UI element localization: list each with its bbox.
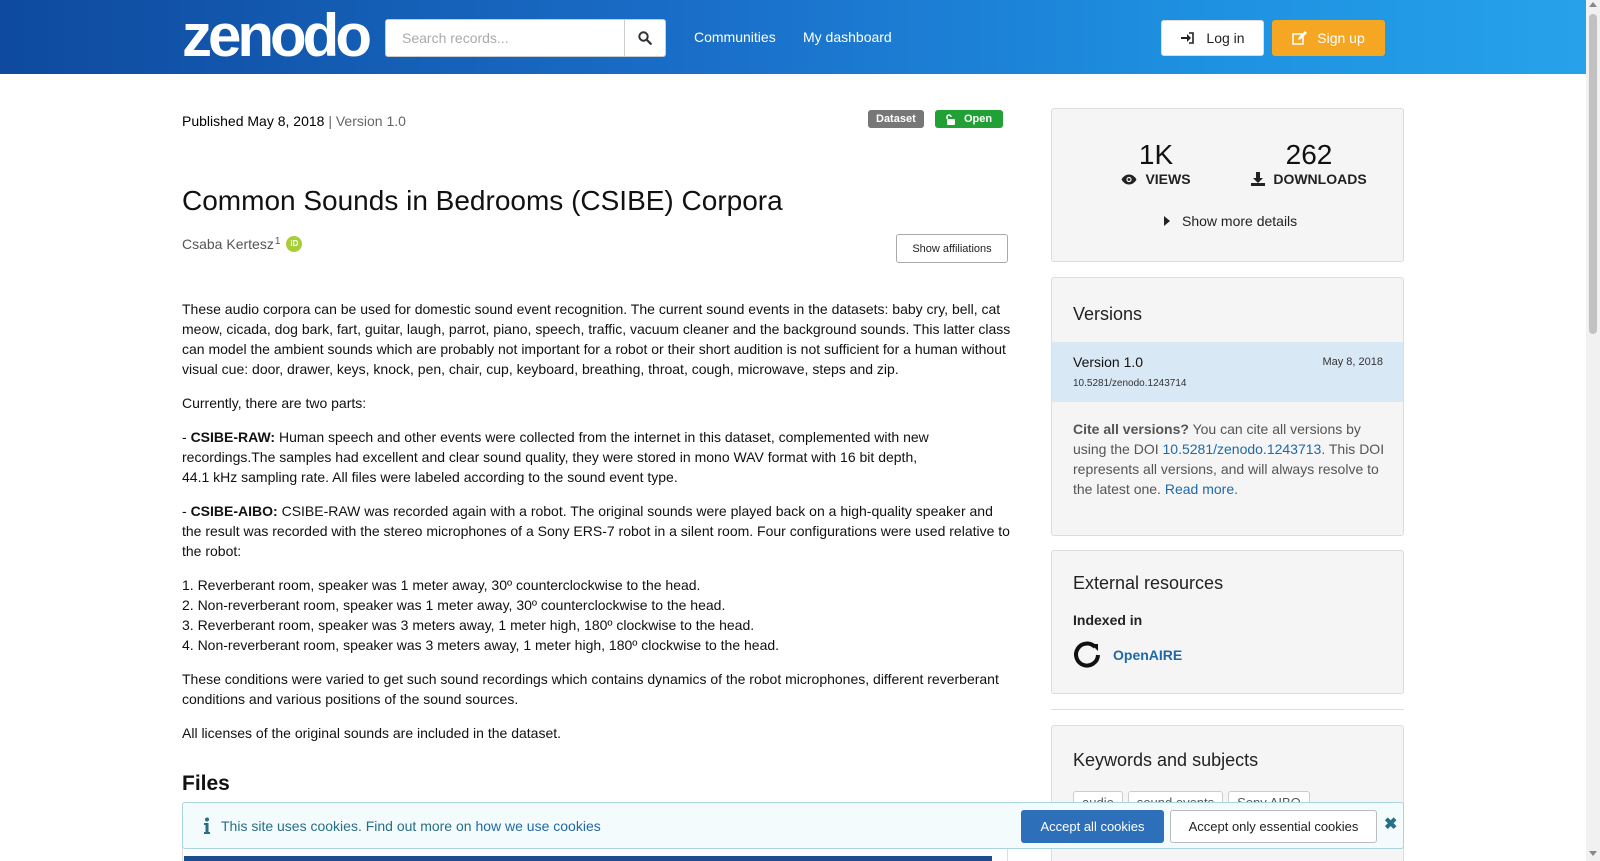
- eye-icon: [1121, 174, 1137, 185]
- csibe-aibo-text: CSIBE-RAW was recorded again with a robot. The original sounds were played back on a high-quality speaker and the result was recorded with the stereo microphones of a Sony ERS-7 robot in a silent room. Four configurations were used relative to the robot:: [182, 503, 1010, 559]
- versions-title: Versions: [1073, 304, 1143, 324]
- cookie-policy-link[interactable]: how we use cookies: [475, 818, 601, 834]
- files-heading: Files: [182, 772, 230, 795]
- list-item: 1. Reverberant room, speaker was 1 meter away, 30º counterclockwise to the head.: [182, 577, 701, 593]
- signup-button[interactable]: [1272, 20, 1385, 56]
- scrollbar-thumb[interactable]: [1589, 14, 1597, 334]
- read-more-link[interactable]: Read more.: [1164, 481, 1238, 497]
- accept-all-cookies-button[interactable]: Accept all cookies: [1021, 810, 1164, 843]
- login-label: Log in: [1206, 30, 1245, 46]
- description-paragraph: These audio corpora can be used for domestic sound event recognition. The current sound events in the datasets: baby cry, bell, cat meow, cicada, dog bark, fart, guitar, laugh, parrot, piano, speech, traffic, vacuum cleaner and the background sounds. This latter class can model the ambient sounds which are probably not important for a robot or their short audition is not sufficient for a human without visual cue: door, drawer, keys, knock, pen, chair, cup, keyboard, breathing, throat, cough, microwave, steps and zip.: [182, 301, 1011, 377]
- svg-text:zenodo: zenodo: [182, 2, 368, 69]
- close-icon[interactable]: ✖: [1384, 816, 1398, 833]
- author-name[interactable]: Csaba Kertesz: [182, 236, 274, 252]
- description-paragraph: All licenses of the original sounds are included in the dataset.: [182, 725, 562, 741]
- sign-in-icon: [1180, 32, 1194, 44]
- edit-icon: [1292, 31, 1307, 45]
- show-more-details-toggle[interactable]: Show more details: [1164, 213, 1297, 229]
- record-title: Common Sounds in Bedrooms (CSIBE) Corpora: [182, 185, 783, 216]
- description-paragraph: Currently, there are two parts:: [182, 395, 367, 411]
- show-affiliations-button[interactable]: Show affiliations: [896, 234, 1008, 263]
- orcid-icon[interactable]: iD: [286, 236, 302, 252]
- version-date: May 8, 2018: [1322, 356, 1383, 368]
- record-description: [182, 299, 1012, 757]
- caret-right-icon: [1164, 216, 1170, 226]
- csibe-raw-text: 44.1 kHz sampling rate. All files were labeled according to the sound event type.: [182, 469, 678, 485]
- openaire-link[interactable]: [1073, 641, 1182, 669]
- downloads-count: 262: [1285, 139, 1333, 170]
- login-button[interactable]: [1161, 20, 1264, 56]
- search-icon: [638, 31, 652, 45]
- signup-label: Sign up: [1317, 30, 1365, 46]
- info-icon: [203, 817, 211, 835]
- versions-card: [1051, 277, 1404, 536]
- openaire-icon: [1073, 641, 1101, 669]
- views-label: VIEWS: [1114, 171, 1198, 187]
- files-panel-header[interactable]: [184, 856, 992, 861]
- cookie-message: This site uses cookies. Find out more on how we use cookies: [221, 818, 601, 834]
- unlock-icon: [946, 114, 956, 125]
- nav-communities[interactable]: Communities: [694, 29, 776, 45]
- zenodo-logo[interactable]: [182, 2, 368, 69]
- cookie-banner: [182, 802, 1404, 849]
- csibe-aibo-paragraph: [182, 501, 1012, 561]
- access-badge[interactable]: [935, 110, 1003, 128]
- author: [182, 236, 302, 252]
- affiliation-number: 1: [274, 236, 281, 247]
- external-resources-card: [1051, 550, 1404, 694]
- search-button[interactable]: [625, 19, 666, 57]
- keywords-title: Keywords and subjects: [1073, 750, 1259, 770]
- external-resources-title: External resources: [1073, 573, 1224, 593]
- nav-my-dashboard[interactable]: My dashboard: [803, 29, 892, 45]
- views-count: 1K: [1138, 139, 1174, 170]
- stats-card: [1051, 108, 1404, 262]
- csibe-aibo-title: CSIBE-AIBO:: [190, 503, 278, 519]
- top-navbar: [0, 0, 1586, 74]
- indexed-in-label: Indexed in: [1073, 612, 1143, 628]
- search-form: [385, 19, 666, 57]
- downloads-label: DOWNLOADS: [1249, 171, 1369, 187]
- version-name[interactable]: Version 1.0: [1073, 354, 1144, 370]
- description-paragraph: These conditions were varied to get such sound recordings which contains dynamics of the robot microphones, different reverberant conditions and various positions of the sound sources.: [182, 671, 999, 707]
- version-doi: 10.5281/zenodo.1243714: [1073, 378, 1187, 389]
- publication-info: [182, 113, 406, 129]
- concept-doi-link[interactable]: 10.5281/zenodo.1243713: [1162, 441, 1322, 457]
- search-input[interactable]: [385, 19, 625, 57]
- cite-all-label: Cite all versions?: [1073, 421, 1189, 437]
- scroll-down-arrow-icon[interactable]: [1589, 851, 1597, 856]
- prefix-dash: -: [182, 429, 191, 445]
- version-label: | Version 1.0: [328, 113, 406, 129]
- csibe-raw-paragraph: [182, 427, 1012, 487]
- list-item: 4. Non-reverberant room, speaker was 3 meters away, 1 meter high, 180º clockwise to the head.: [182, 637, 780, 653]
- access-label: Open: [963, 113, 993, 125]
- csibe-raw-text: Human speech and other events were collected from the internet in this dataset, complemented with new recordings.The samples had excellent and clear sound quality, they were stored in mono WAV format with 16 bit depth,: [182, 429, 929, 465]
- sidebar-divider: [1051, 709, 1404, 710]
- configuration-list: [182, 575, 1012, 655]
- openaire-label[interactable]: OpenAIRE: [1113, 647, 1183, 663]
- download-icon: [1251, 172, 1265, 186]
- scroll-up-arrow-icon[interactable]: [1589, 2, 1597, 7]
- list-item: 2. Non-reverberant room, speaker was 1 meter away, 30º counterclockwise to the head.: [182, 597, 726, 613]
- csibe-raw-title: CSIBE-RAW:: [190, 429, 276, 445]
- resource-type-badge[interactable]: Dataset: [868, 110, 924, 128]
- published-date: Published May 8, 2018: [182, 113, 325, 129]
- downloads-stat: [1249, 139, 1369, 187]
- cite-all-versions: Cite all versions? You can cite all versions by using the DOI 10.5281/zenodo.1243713. This DOI represents all versions, and will always resolve to the latest one. Read more.: [1073, 421, 1385, 497]
- views-stat: [1114, 139, 1198, 187]
- accept-essential-cookies-button[interactable]: Accept only essential cookies: [1170, 810, 1377, 843]
- prefix-dash: -: [182, 503, 191, 519]
- list-item: 3. Reverberant room, speaker was 3 meters away, 1 meter high, 180º clockwise to the head.: [182, 617, 755, 633]
- version-item[interactable]: [1052, 342, 1403, 402]
